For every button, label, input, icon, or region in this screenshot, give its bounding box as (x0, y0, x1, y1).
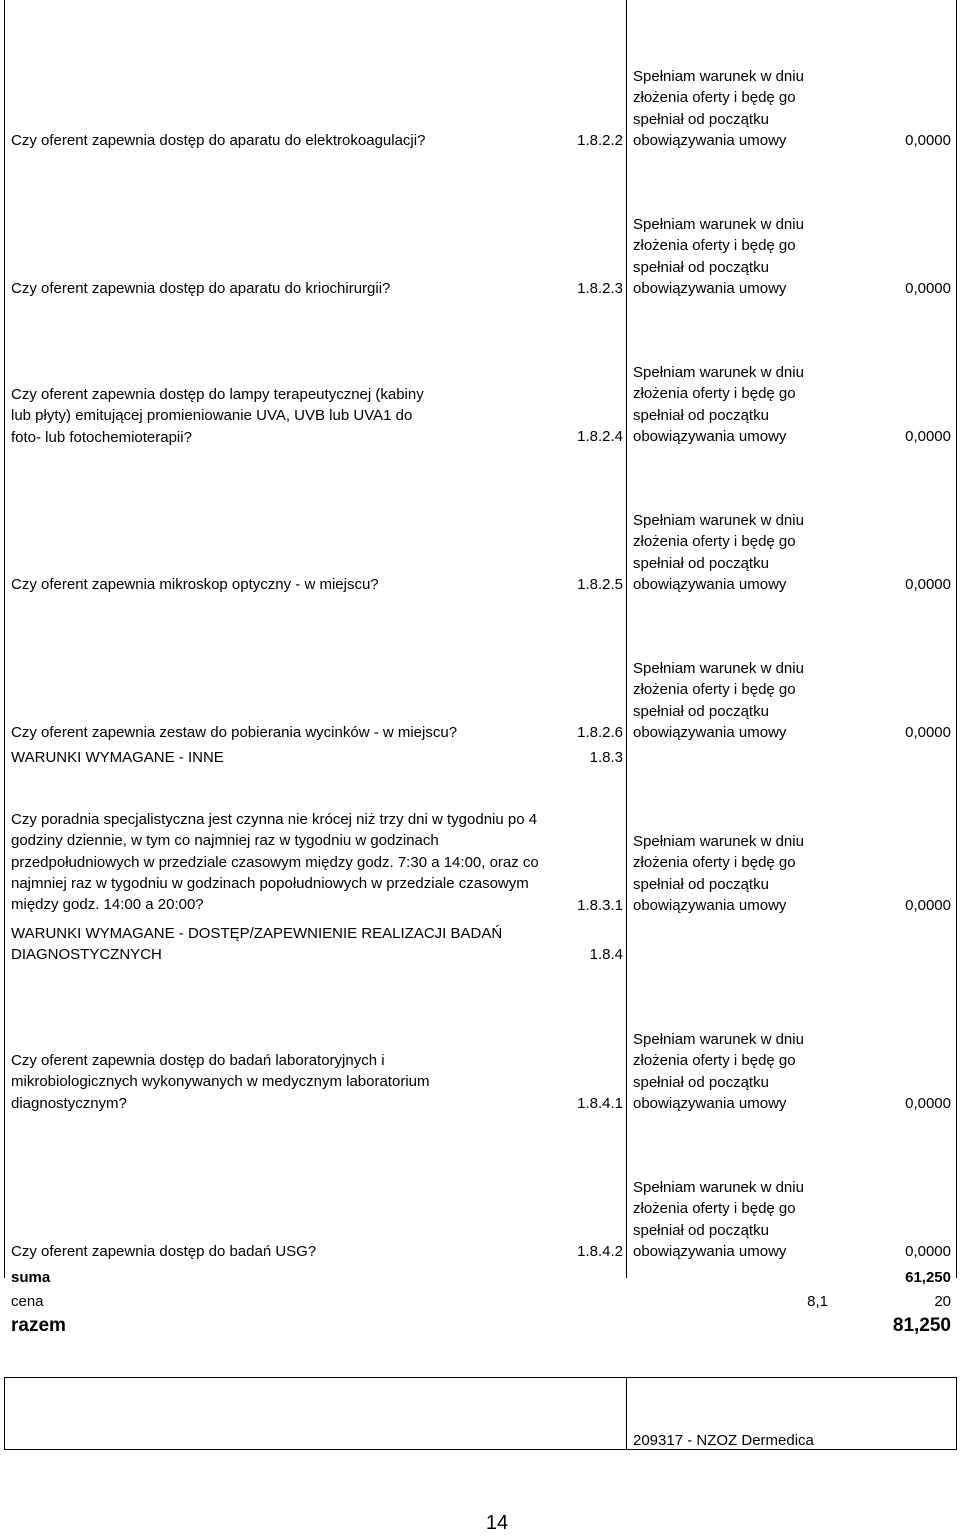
score-value: 0,0000 (905, 724, 951, 741)
suma-label: suma (11, 1269, 51, 1286)
cena-value-1: 8,1 (807, 1293, 828, 1310)
score-value: 0,0000 (905, 1095, 951, 1112)
question-number: 1.8.2.5 (577, 576, 623, 593)
question-number: 1.8.4.1 (577, 1095, 623, 1112)
score-value: 0,0000 (905, 576, 951, 593)
score-value: 0,0000 (905, 132, 951, 149)
question-number: 1.8.2.2 (577, 132, 623, 149)
answer-text: Spełniam warunek w dniu złożenia oferty i będę go spełniał od początku obowiązywania umowy (633, 364, 804, 445)
question-text: Czy oferent zapewnia mikroskop optyczny - w miejscu? (11, 576, 379, 593)
score-value: 0,0000 (905, 897, 951, 914)
answer-text: Spełniam warunek w dniu złożenia oferty i będę go spełniał od początku obowiązywania umowy (633, 660, 804, 741)
question-text: Czy oferent zapewnia dostęp do aparatu do kriochirurgii? (11, 280, 391, 297)
score-value: 0,0000 (905, 1243, 951, 1260)
question-number: 1.8.3.1 (577, 897, 623, 914)
page-number: 14 (485, 1512, 509, 1534)
question-text: Czy oferent zapewnia zestaw do pobierania wycinków - w miejscu? (11, 724, 458, 741)
answer-text: Spełniam warunek w dniu złożenia oferty i będę go spełniał od początku obowiązywania umowy (633, 833, 804, 914)
razem-label: razem (11, 1315, 66, 1336)
answer-text: Spełniam warunek w dniu złożenia oferty i będę go spełniał od początku obowiązywania umowy (633, 1179, 804, 1260)
question-number: 1.8.2.3 (577, 280, 623, 297)
table-border-right (956, 0, 957, 1278)
razem-value: 81,250 (892, 1315, 951, 1336)
footer-divider (626, 1377, 627, 1450)
score-value: 0,0000 (905, 280, 951, 297)
question-text: Czy oferent zapewnia dostęp do lampy terapeutycznej (kabiny lub płyty) emitującej promieniowanie UVA, UVB lub UVA1 do foto- lub fotochemioterapii? (11, 386, 424, 446)
table-divider (626, 0, 627, 1278)
question-text: Czy oferent zapewnia dostęp do aparatu do elektrokoagulacji? (11, 132, 426, 149)
question-number: 1.8.2.6 (577, 724, 623, 741)
cena-label: cena (11, 1293, 44, 1310)
section-number: 1.8.3 (589, 749, 623, 766)
section-title: WARUNKI WYMAGANE - INNE (11, 749, 224, 766)
question-number: 1.8.2.4 (577, 428, 623, 445)
score-value: 0,0000 (905, 428, 951, 445)
answer-text: Spełniam warunek w dniu złożenia oferty i będę go spełniał od początku obowiązywania umowy (633, 68, 804, 149)
question-text: Czy oferent zapewnia dostęp do badań laboratoryjnych i mikrobiologicznych wykonywanych w medycznym laboratorium diagnostycznym? (11, 1052, 430, 1112)
question-text: Czy poradnia specjalistyczna jest czynna nie krócej niż trzy dni w tygodniu po 4 godziny dziennie, w tym co najmniej raz w tygodniu w godzinach przedpołudniowych w przedziale czasowym między godz. 7:30 a 14:00, oraz co najmniej raz w tygodniu w godzinach popołudniowych w przedziale czasowym między godz. 14:00 a 20:00? (11, 811, 539, 914)
answer-text: Spełniam warunek w dniu złożenia oferty i będę go spełniał od początku obowiązywania umowy (633, 512, 804, 593)
section-title: WARUNKI WYMAGANE - DOSTĘP/ZAPEWNIENIE REALIZACJI BADAŃ DIAGNOSTYCZNYCH (11, 925, 503, 964)
suma-value: 61,250 (905, 1269, 951, 1286)
footer-label: 209317 - NZOZ Dermedica (633, 1432, 814, 1449)
question-text: Czy oferent zapewnia dostęp do badań USG? (11, 1243, 317, 1260)
footer-box (4, 1377, 957, 1450)
section-number: 1.8.4 (589, 946, 623, 963)
question-number: 1.8.4.2 (577, 1243, 623, 1260)
cena-value-2: 20 (934, 1293, 951, 1310)
answer-text: Spełniam warunek w dniu złożenia oferty i będę go spełniał od początku obowiązywania umowy (633, 1031, 804, 1112)
answer-text: Spełniam warunek w dniu złożenia oferty i będę go spełniał od początku obowiązywania umowy (633, 216, 804, 297)
table-border-left (4, 0, 5, 1278)
